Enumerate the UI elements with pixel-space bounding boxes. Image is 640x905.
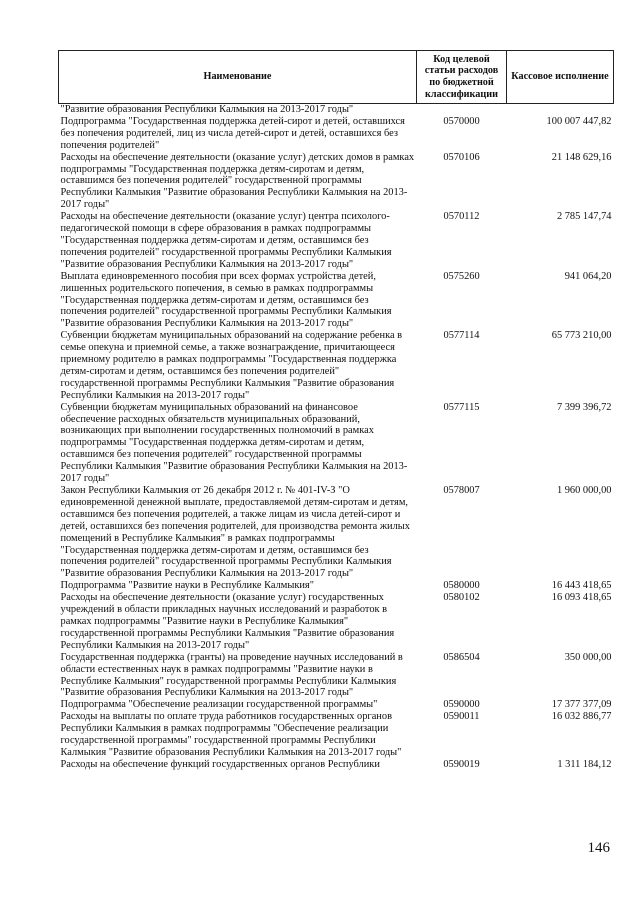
row-code: 0590019: [443, 758, 480, 770]
row-code: 0570112: [443, 211, 480, 223]
row-name: Подпрограмма "Обеспечение реализации государственной программы": [60, 699, 378, 711]
row-amount: 17 377 377,09: [551, 699, 612, 711]
row-name: Закон Республики Калмыкия от 26 декабря 2012 г. № 401-IV-З "О единовременной денежной выплате, предоставляемой детям-сиротам и детям, оставшимся без попечения родителей, а также лицам из числа детей-сирот и детей, оставшихся без попечения родителей, для производства ремонта жилых помещений в Республике Калмыкия" в рамках подпрограммы "Государственная поддержка детям-сиротам и детям, оставшимся без попечения родителей" государственной программы Республики Калмыкия "Развитие образования Республики Калмыкия на 2013-2017 годы": [60, 485, 410, 580]
table-row: [59, 330, 614, 401]
table-row: [59, 580, 614, 592]
table-row: [59, 592, 614, 652]
row-name: Государственная поддержка (гранты) на проведение научных исследований в области естественных наук в рамках подпрограммы "Развитие науки в Республике Калмыкия" государственной программы Республики Калмыкия "Развитие образования Республики Калмыкия на 2013-2017 годы": [60, 651, 403, 699]
table-row: [59, 699, 614, 711]
row-code: 0570000: [443, 115, 480, 127]
row-amount: 1 311 184,12: [557, 758, 612, 770]
table-row: [59, 211, 614, 271]
row-amount: 2 785 147,74: [556, 211, 612, 223]
row-code: 0575260: [443, 270, 480, 282]
row-name: Расходы на обеспечение деятельности (оказание услуг) детских домов в рамках подпрограммы "Государственная поддержка детям-сиротам и детям, оставшимся без попечения родителей" государственной программы Республики Калмыкия "Развитие образования Республики Калмыкия на 2013-2017 годы": [60, 151, 415, 211]
row-amount: 7 399 396,72: [556, 401, 612, 413]
table-row: [59, 402, 614, 485]
row-amount: 16 032 886,77: [551, 711, 612, 723]
row-name: Расходы на выплаты по оплате труда работников государственных органов Республики Калмыкия в рамках подпрограммы "Обеспечение реализации государственной программы" государственной программы Республики Калмыкия "Развитие образования Республики Калмыкия на 2013-2017 годы": [60, 711, 402, 758]
page-number: 146: [587, 840, 610, 856]
row-amount: 21 148 629,16: [551, 151, 612, 163]
table-row: [59, 652, 614, 700]
row-name: "Развитие образования Республики Калмыкия на 2013-2017 годы": [60, 104, 354, 115]
table-row: [59, 711, 614, 759]
row-name: Подпрограмма "Государственная поддержка детей-сирот и детей, оставшихся без попечения родителей, лиц из числа детей-сирот и детей, оставшихся без попечения родителей": [60, 115, 405, 151]
row-code: 0577115: [443, 401, 480, 413]
budget-table: [58, 50, 614, 771]
row-name: Субвенции бюджетам муниципальных образований на содержание ребенка в семье опекуна и приемной семье, а также вознаграждение, причитающееся приемному родителю в рамках подпрограммы "Государственная поддержка детям-сиротам и детям, оставшимся без попечения родителей" государственной программы Республики Калмыкия "Развитие образования Республики Калмыкия на 2013-2017 годы": [60, 330, 403, 401]
row-name: Расходы на обеспечение деятельности (оказание услуг) центра психолого-педагогической помощи в сфере образования в рамках подпрограммы "Государственная поддержка детям-сиротам и детям, оставшимся без попечения родителей" государственной программы Республики Калмыкия "Развитие образования Республики Калмыкия на 2013-2017 годы": [60, 211, 392, 270]
row-code: 0590011: [443, 711, 480, 723]
header-name: Наименование: [59, 51, 417, 104]
table-row: [59, 759, 614, 771]
row-code: 0580102: [443, 592, 480, 604]
row-code: 0590000: [443, 699, 480, 711]
table-row: [59, 485, 614, 580]
row-name: Субвенции бюджетам муниципальных образований на финансовое обеспечение расходных обязательств муниципальных образований, возникающих при выполнении государственных полномочий в рамках подпрограммы "Государственная поддержка детям-сиротам и детям, оставшимся без попечения родителей" государственной программы Республики Калмыкия "Развитие образования Республики Калмыкия на 2013-2017 годы": [60, 401, 408, 485]
row-amount: 1 960 000,00: [556, 485, 612, 496]
table-header-row: [59, 51, 614, 104]
row-name: Подпрограмма "Развитие науки в Республике Калмыкия": [60, 580, 314, 592]
row-code: 0577114: [443, 330, 480, 342]
row-amount: 16 443 418,65: [551, 580, 612, 592]
row-code: 0578007: [443, 485, 480, 496]
document-page: [58, 50, 613, 771]
table-row: [59, 116, 614, 152]
row-amount: 100 007 447,82: [546, 115, 612, 127]
row-name: Выплата единовременного пособия при всех формах устройства детей, лишенных родительского попечения, в семью в рамках подпрограммы "Государственная поддержка детям-сиротам и детям, оставшимся без попечения родителей" государственной программы Республики Калмыкия "Развитие образования Республики Калмыкия на 2013-2017 годы": [60, 270, 392, 330]
row-name: Расходы на обеспечение функций государственных органов Республики: [60, 758, 380, 770]
row-code: 0580000: [443, 580, 480, 592]
header-code: Код целевой статьи расходов по бюджетной классификации: [417, 51, 507, 104]
table-row-continuation: [59, 104, 614, 116]
header-amount: Кассовое исполнение: [507, 51, 614, 104]
row-code: 0586504: [443, 651, 480, 663]
row-code: 0570106: [443, 151, 480, 163]
row-amount: 350 000,00: [564, 651, 612, 663]
row-name: Расходы на обеспечение деятельности (оказание услуг) государственных учреждений в области прикладных научных исследований и разработок в рамках подпрограммы "Развитие науки в Республике Калмыкия" государственной программы Республики Калмыкия "Развитие образования Республики Калмыкия на 2013-2017 годы": [60, 592, 395, 651]
row-amount: 16 093 418,65: [551, 592, 612, 604]
table-row: [59, 152, 614, 212]
row-amount: 941 064,20: [564, 270, 612, 282]
table-row: [59, 271, 614, 331]
row-amount: 65 773 210,00: [551, 330, 612, 342]
